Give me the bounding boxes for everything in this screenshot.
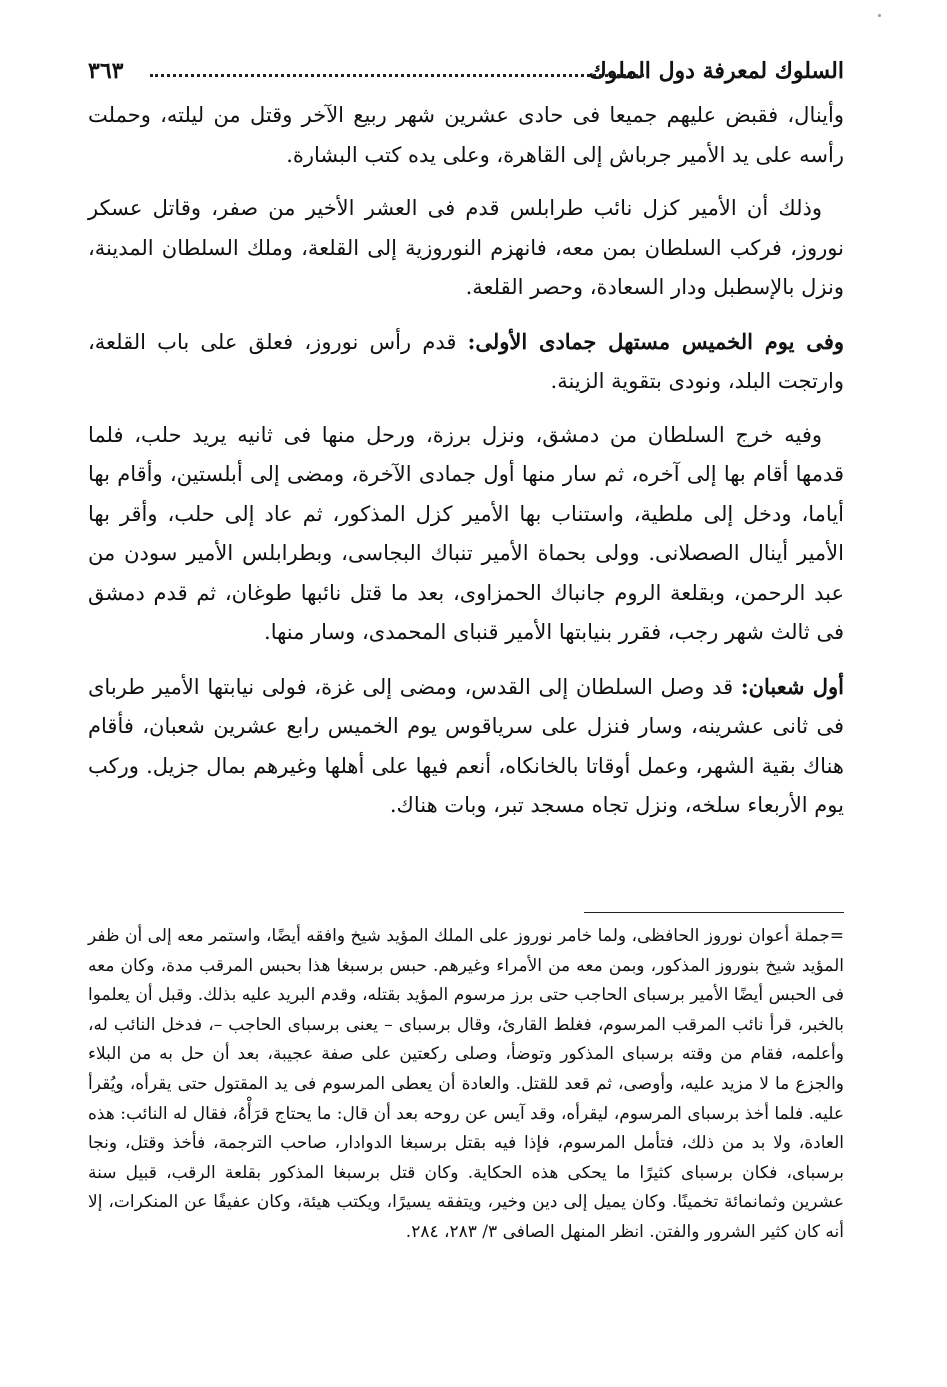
paragraph-text: وذلك أن الأمير كزل نائب طرابلس قدم فى العشر الأخير من صفر، وقاتل عسكر نوروز، فركب السلطان بمن معه، فانهزم النوروزية إلى القلعة، وملك السلطان المدينة، ونزل بالإسطبل ودار السعادة، وحصر القلعة. — [88, 196, 844, 299]
running-title: السلوك لمعرفة دول الملوك — [588, 58, 844, 84]
footnote-separator — [584, 912, 844, 913]
footnote-text: =جملة أعوان نوروز الحافظى، ولما خامر نوروز على الملك المؤيد شيخ وافقه أيضًا، واستمر معه إلى أن ظفر المؤيد شيخ بنوروز المذكور، وبمن معه من الأمراء وغيرهم. حبس برسبغا هذا بحبس المرقب مدة، وكان معه فى الحبس أيضًا الأمير برسباى الحاجب حتى برز مرسوم المؤيد بقتله، وقدم البريد عليه بذلك. وقبل أن يعلموا بالخبر، قرأ نائب المرقب المرسوم، فغلط القارئ، وقال برسباى – يعنى برسباى الحاجب –، فدخل النائب له، وأعلمه، فقام من وقته برسباى المذكور وتوضأ، وصلى ركعتين على صفة عجيبة، بعد أن حل به من البلاء والجزع ما لا مزيد عليه، وأوصى، ثم قعد للقتل. والعادة أن يعطى المرسوم فى يد المقتول حتى يقرأه، ويُقرأ عليه. فلما أخذ برسباى المرسوم، ليقرأه، وقد آيس عن روحه بعد أن قال: ما يحتاج قرَأْهُ، فقال له النائب: هذه العادة، ولا بد من ذلك، فتأمل المرسوم، فإذا فيه بقتل برسبغا الدوادار، صاحب الترجمة، فأخذ وقتل، ونجا برسباى، فكان برسباى كثيرًا ما يحكى هذه الحكاية. وكان قتل برسبغا المذكور بقلعة الرقب، قبيل سنة عشرين وثمانمائة تخمينًا. وكان يميل إلى دين وخير، ويتفقه يسيرًا، ويكتب هيئة، وكان عفيفًا عن المنكرات، إلا أنه كان كثير الشرور والفتن. انظر المنهل الصافى ٣/ ٢٨٣، ٢٨٤. — [88, 926, 844, 1242]
paragraph-text: قدم رأس نوروز، فعلق على باب القلعة، وارتجت البلد، ونودى بتقوية الزينة. — [88, 329, 844, 393]
paragraph — [88, 322, 844, 402]
page-number: ٣٦٣ — [88, 58, 124, 84]
dotted-leader — [150, 74, 644, 77]
paragraph — [88, 667, 844, 826]
page-header — [88, 58, 844, 88]
paragraph-text: قد وصل السلطان إلى القدس، ومضى إلى غزة، فولى نيابتها الأمير طرباى فى ثانى عشرينه، وسار فنزل على سرياقوس يوم الخميس رابع عشرين شعبان، فأقام هناك بقية الشهر، وعمل أوقاتا بالخانكاه، أنعم فيها على أهلها وغيرهم بمال جزيل. وركب يوم الأربعاء سلخه، ونزل تجاه مسجد تبر، وبات هناك. — [88, 674, 844, 817]
main-text — [88, 96, 844, 840]
paragraph-lead: وفى يوم الخميس مستهل جمادى الأولى: — [467, 328, 844, 354]
scan-speck — [878, 14, 881, 17]
paragraph-lead: أول شعبان: — [740, 673, 844, 699]
paragraph-text: وأينال، فقبض عليهم جميعا فى حادى عشرين شهر ربيع الآخر وقتل من ليلته، وحملت رأسه على يد الأمير جرباش إلى القاهرة، وعلى يده كتب البشارة. — [88, 103, 844, 167]
footnote — [88, 922, 844, 1248]
paragraph-text: وفيه خرج السلطان من دمشق، ونزل برزة، ورحل منها فى ثانيه يريد حلب، فلما قدمها أقام بها إلى آخره، ثم سار منها أول جمادى الآخرة، ومضى إلى أبلستين، وأقام بها أياما، ودخل إلى ملطية، واستناب بها الأمير كزل المذكور، ثم عاد إلى حلب، وأقر بها الأمير أينال الصصلانى. وولى بحماة الأمير تنباك البجاسى، وبطرابلس الأمير سودن من عبد الرحمن، وبقلعة الروم جانباك الحمزاوى، بعد ما قتل نائبها طوغان، ثم قدم دمشق فى ثالث شهر رجب، فقرر بنيابتها الأمير قنباى المحمدى، وسار منها. — [88, 422, 844, 644]
paragraph — [88, 189, 844, 308]
paragraph — [88, 416, 844, 653]
paragraph — [88, 96, 844, 175]
